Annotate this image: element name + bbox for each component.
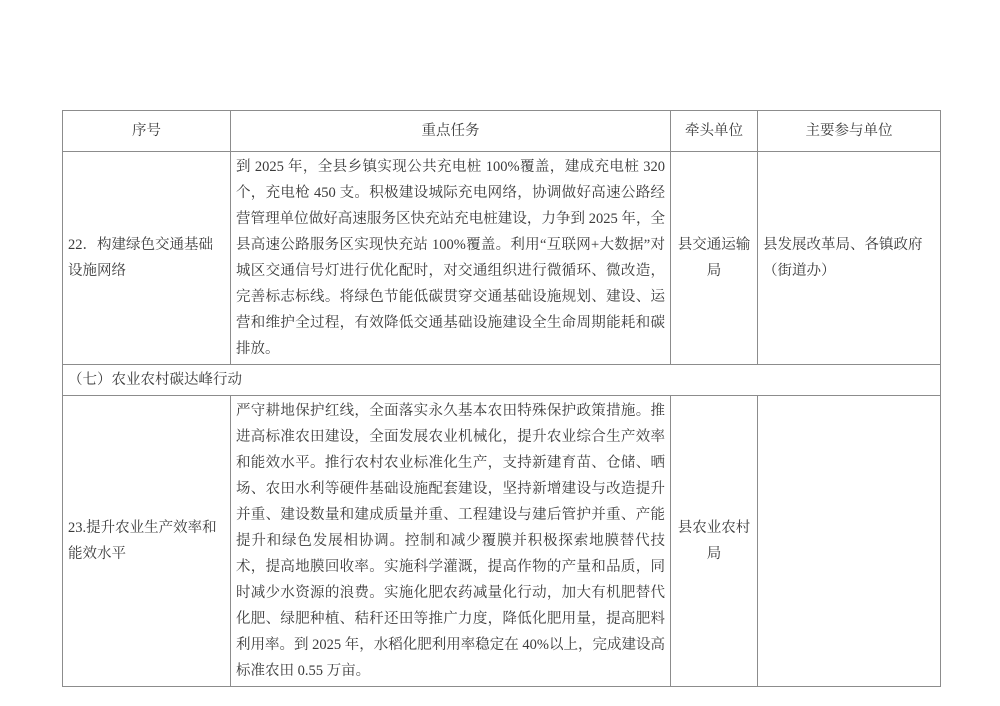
row-23-serial: 23.提升农业生产效率和能效水平	[63, 396, 231, 687]
row-22-serial: 22．构建绿色交通基础设施网络	[63, 152, 231, 365]
row-22-task: 到 2025 年，全县乡镇实现公共充电桩 100%覆盖，建成充电桩 320 个，充电枪 450 支。积极建设城际充电网络，协调做好高速公路经营管理单位做好高速服务区快充站充电桩建设，力争到 2025 年，全县高速公路服务区实现快充站 100%覆盖。利用“互联网+大数据”对城区交通信号灯进行优化配时，对交通组织进行微循环、微改造，完善标志标线。将绿色节能低碳贯穿交通基础设施规划、建设、运营和维护全过程，有效降低交通基础设施建设全生命周期能耗和碳排放。	[231, 152, 671, 365]
task-table	[62, 110, 941, 687]
table-row	[63, 152, 941, 365]
table-row	[63, 396, 941, 687]
section-header-row	[63, 365, 941, 396]
header-cell-task: 重点任务	[231, 111, 671, 152]
row-23-lead-unit: 县农业农村局	[671, 396, 758, 687]
table-header-row	[63, 111, 941, 152]
row-23-task: 严守耕地保护红线，全面落实永久基本农田特殊保护政策措施。推进高标准农田建设，全面发展农业机械化，提升农业综合生产效率和能效水平。推行农村农业标准化生产，支持新建育苗、仓储、晒场、农田水利等硬件基础设施配套建设，坚持新增建设与改造提升并重、建设数量和建成质量并重、工程建设与建后管护并重、产能提升和绿色发展相协调。控制和减少覆膜并积极探索地膜替代技术，提高地膜回收率。实施科学灌溉，提高作物的产量和品质，同时减少水资源的浪费。实施化肥农药减量化行动，加大有机肥替代化肥、绿肥种植、秸秆还田等推广力度，降低化肥用量，提高肥料利用率。到 2025 年，水稻化肥利用率稳定在 40%以上，完成建设高标准农田 0.55 万亩。	[231, 396, 671, 687]
section-header-cell: （七）农业农村碳达峰行动	[63, 365, 941, 396]
row-22-lead-unit: 县交通运输局	[671, 152, 758, 365]
header-cell-lead-unit: 牵头单位	[671, 111, 758, 152]
header-cell-participants: 主要参与单位	[758, 111, 941, 152]
row-22-participants: 县发展改革局、各镇政府（街道办）	[758, 152, 941, 365]
row-23-participants	[758, 396, 941, 687]
header-cell-serial: 序号	[63, 111, 231, 152]
